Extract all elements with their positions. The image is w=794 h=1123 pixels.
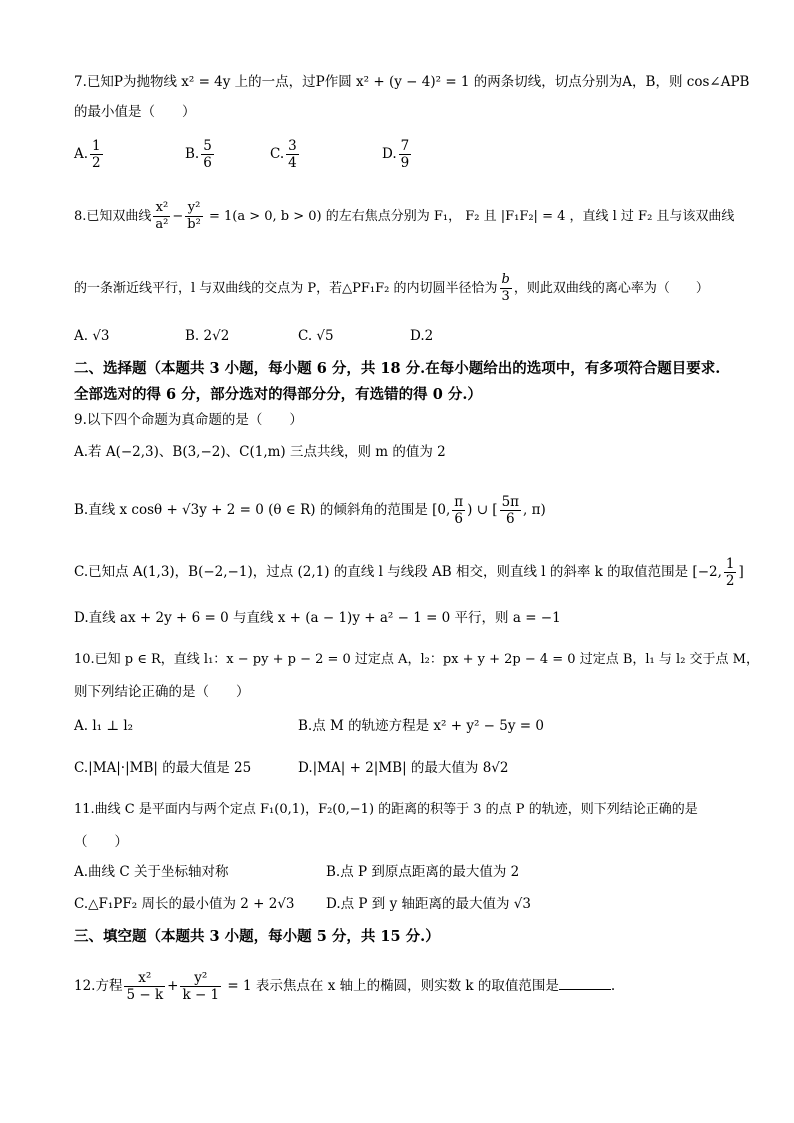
q8-stem-line2	[74, 272, 709, 305]
q7-option-c-num: 3	[288, 138, 297, 154]
q8-option-a: A. √3	[74, 328, 110, 344]
q10-stem-line1: 10.已知 p ∈ R，直线 l₁：x − py + p − 2 = 0 过定点 A，l₂：px + y + 2p − 4 = 0 过定点 B，l₁ 与 l₂ 交于点 M，	[74, 652, 759, 667]
q7-option-d-num: 7	[400, 138, 410, 154]
q7-option-c	[270, 138, 301, 171]
q11-option-c: C.△F₁PF₂ 周长的最小值为 2 + 2√3	[74, 896, 295, 912]
q12-end: .	[610, 978, 616, 994]
q10-option-b: B.点 M 的轨迹方程是 x² + y² − 5y = 0	[298, 718, 544, 734]
q9-b-6b: 6	[506, 511, 515, 527]
q12-stem: 12.方程 $\frac{\text{x²}}{5 - k}$ + $\frac{\text{y²}}{k - 1}$ = 1 表示焦点在 x 轴上的椭圆，则实数 k 的取值范围是 .	[74, 970, 616, 1003]
q8-option-c: C. √5	[298, 328, 334, 344]
q7-stem-line2: 的最小值是（ ）	[74, 104, 196, 120]
q9-c-2: 2	[725, 573, 735, 589]
q9-b-6: 6	[454, 511, 463, 527]
q9-option-c	[74, 556, 744, 589]
q10-option-d: D.|MA| + 2|MB| 的最大值为 8√2	[298, 760, 509, 776]
q11-option-d: D.点 P 到 y 轴距离的最大值为 √3	[326, 896, 531, 912]
q9-c-1: 1	[725, 556, 735, 572]
q12-answer-blank[interactable]	[559, 977, 611, 990]
q9-option-a: A.若 A(−2,3)、B(3,−2)、C(1,m) 三点共线，则 m 的值为 2	[74, 444, 446, 460]
q12-pre: 12.方程	[74, 978, 123, 994]
q9-b-post: , π)	[523, 502, 546, 518]
q8-stem-line1: 8.已知双曲线 $\frac{\text{x²}}{\text{a²}}$ − $\frac{\text{y²}}{\text{b²}}$ = 1(a > 0, b > 0) 的左右焦点分别为 F₁， F₂ 且 |F₁F₂| = 4 ，直线 l 过 F₂ 且与该双曲线	[74, 200, 735, 232]
q9-c-pre: C.已知点 A(1,3)，B(−2,−1)，过点 (2,1) 的直线 l 与线段 AB 相交，则直线 l 的斜率 k 的取值范围是 [−2,	[74, 564, 722, 580]
q9-option-d: D.直线 ax + 2y + 6 = 0 与直线 x + (a − 1)y + a² − 1 = 0 平行，则 a = −1	[74, 610, 561, 626]
q10-stem-line2: 则下列结论正确的是（ ）	[74, 684, 250, 700]
q12-d1: 5 − k	[126, 987, 164, 1003]
q9-b-mid: ) ∪ [	[467, 502, 498, 518]
q11-stem-line2: （ ）	[74, 834, 128, 850]
q9-c-post: ]	[738, 564, 744, 580]
q7-option-a	[74, 138, 105, 171]
q12-d2: k − 1	[182, 987, 220, 1003]
q7-option-b-label: B.	[185, 146, 200, 162]
q10-option-a: A. l₁ ⊥ l₂	[74, 718, 134, 734]
q8-x2: x²	[153, 200, 170, 217]
q7-option-d-label: D.	[382, 146, 397, 162]
q7-option-c-den: 4	[288, 155, 297, 171]
q7-option-c-label: C.	[270, 146, 285, 162]
q9-b-pi: π	[454, 494, 464, 510]
q10-option-c: C.|MA|·|MB| 的最大值是 25	[74, 760, 252, 776]
q8-option-b: B. 2√2	[185, 328, 230, 344]
q11-option-b: B.点 P 到原点距离的最大值为 2	[326, 864, 520, 880]
q8-b2: b²	[187, 217, 201, 232]
q7-stem-line1: 7.已知P为抛物线 x² = 4y 上的一点，过P作圆 x² + (y − 4)² = 1 的两条切线，切点分别为A，B，则 cos∠APB	[74, 74, 750, 90]
q12-post: = 1 表示焦点在 x 轴上的椭圆，则实数 k 的取值范围是	[223, 978, 559, 994]
q9-option-b	[74, 494, 546, 527]
q12-y2: y²	[180, 970, 221, 987]
q12-x2: x²	[124, 970, 165, 987]
q7-option-a-num: 1	[92, 138, 101, 154]
q8-line2-pre: 的一条渐近线平行，l 与双曲线的交点为 P，若△PF₁F₂ 的内切圆半径恰为	[74, 281, 498, 296]
q9-b-pre: B.直线 x cosθ + √3y + 2 = 0 (θ ∈ R) 的倾斜角的范围是 [0,	[74, 502, 451, 518]
q8-three: 3	[501, 289, 510, 304]
q7-option-a-label: A.	[74, 146, 89, 162]
q7-option-a-den: 2	[92, 155, 101, 171]
q8-option-d: D.2	[410, 328, 434, 344]
q7-option-b-den: 6	[203, 155, 212, 171]
q8-b: b	[501, 272, 510, 287]
q7-option-b	[185, 138, 216, 171]
q8-pre: 8.已知双曲线	[74, 209, 152, 224]
q8-post: = 1(a > 0, b > 0) 的左右焦点分别为 F₁， F₂ 且 |F₁F₂| = 4 ，直线 l 过 F₂ 且与该双曲线	[204, 209, 735, 224]
q7-option-b-num: 5	[203, 138, 212, 154]
q8-y2: y²	[185, 200, 203, 217]
q8-line2-post: ，则此双曲线的离心率为（ ）	[513, 281, 709, 296]
q11-stem-line1: 11.曲线 C 是平面内与两个定点 F₁(0,1)，F₂(0,−1) 的距离的积等于 3 的点 P 的轨迹，则下列结论正确的是	[74, 802, 698, 817]
q7-option-d-den: 9	[400, 155, 410, 171]
q9-b-5pi: 5π	[501, 494, 520, 510]
q11-option-a: A.曲线 C 关于坐标轴对称	[74, 864, 229, 880]
q9-stem: 9.以下四个命题为真命题的是（ ）	[74, 412, 303, 428]
section-3-heading: 三、填空题（本题共 3 小题，每小题 5 分，共 15 分.）	[74, 928, 440, 945]
q7-option-d	[382, 138, 413, 171]
section-2-heading: 二、选择题（本题共 3 小题，每小题 6 分，共 18 分.在每小题给出的选项中，有多项符合题目要求.全部选对的得 6 分，部分选对的得部分分，有选错的得 0 分.）	[74, 360, 721, 403]
q8-a2: a²	[155, 217, 169, 232]
